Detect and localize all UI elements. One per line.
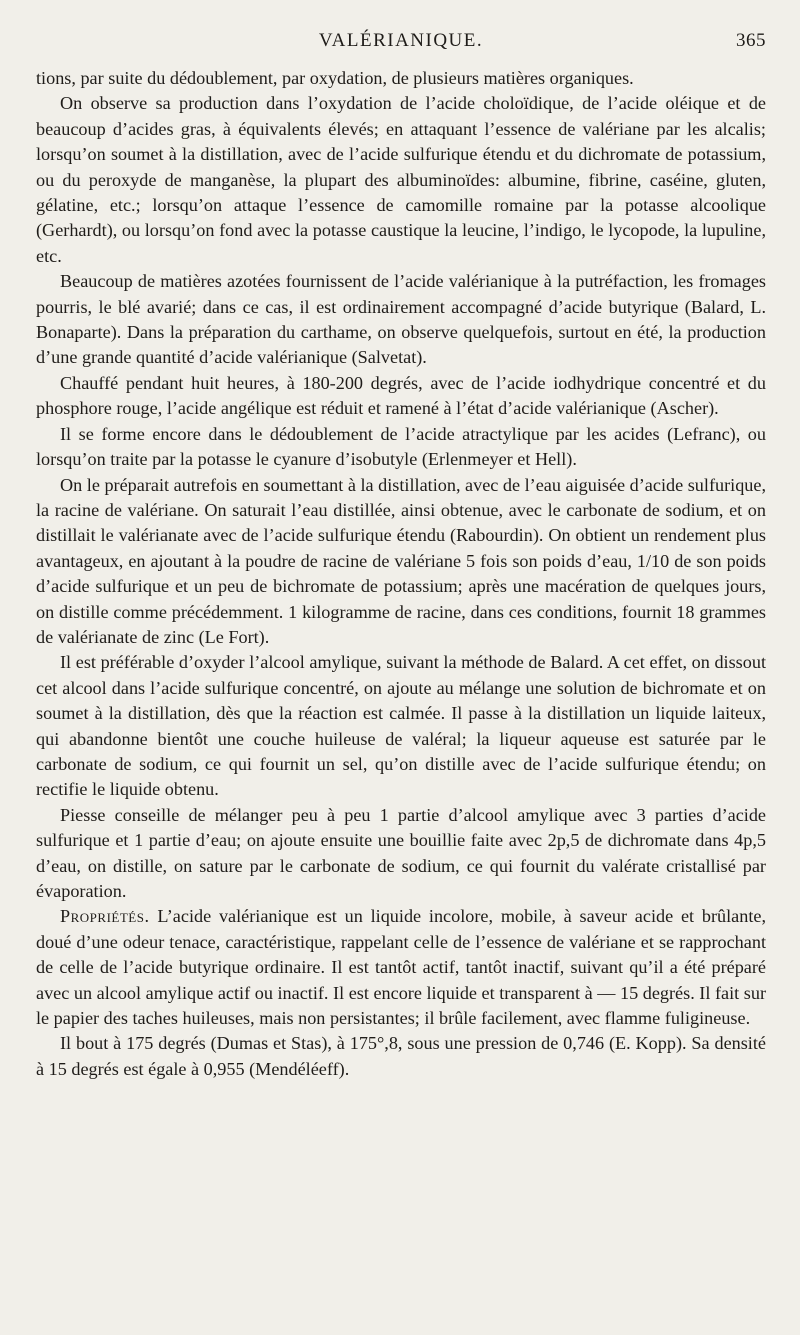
paragraph-text: On observe sa production dans l’oxydation de l’acide choloïdique, de l’acide oléique et de beaucoup d’acides gras, à équivalents élevés; en attaquant l’essence de valériane par les alcalis; lorsqu’on soumet à la distillation, avec de l’acide sulfurique étendu et du dichromate de potassium, ou du peroxyde de manganèse, la plupart des albuminoïdes: albumine, fibrine, caséine, gluten, gélatine, etc.; lorsqu’on attaque l’essence de camomille romaine par la potasse alcoolique (Gerhardt), ou lorsqu’on fond avec la potasse caustique la leucine, l’indigo, le lycopode, la lupuline, etc. bbox=[36, 93, 766, 266]
paragraph-text: Il est préférable d’oxyder l’alcool amylique, suivant la méthode de Balard. A cet effet, on dissout cet alcool dans l’acide sulfurique concentré, on ajoute au mélange une solution de bichromate et on soumet à la distillation, dès que la réaction est calmée. Il passe à la distillation un liquide laiteux, qui abandonne bientôt une couche huileuse de valéral; la liqueur aqueuse est saturée par le carbonate de sodium, ce qui fournit un sel, qu’on distille avec de l’acide sulfurique étendu; on rectifie le liquide obtenu. bbox=[36, 652, 766, 800]
paragraph-text: Il bout à 175 degrés (Dumas et Stas), à 175°,8, sous une pression de 0,746 (E. Kopp). Sa densité à 15 degrés est égale à 0,955 (Mendéléeff). bbox=[36, 1033, 766, 1079]
paragraph bbox=[36, 650, 766, 802]
body-text bbox=[36, 66, 766, 1082]
paragraph bbox=[36, 66, 766, 91]
paragraph-text: Piesse conseille de mélanger peu à peu 1 partie d’alcool amylique avec 3 parties d’acide sulfurique et 1 partie d’eau; on ajoute ensuite une bouillie faite avec 2p,5 de dichromate dans 4p,5 d’eau, on distille, on sature par le carbonate de sodium, ce qui fournit du valérate cristallisé par évaporation. bbox=[36, 804, 766, 901]
paragraph-text: On le préparait autrefois en soumettant à la distillation, avec de l’eau aiguisée d’acide sulfurique, la racine de valériane. On saturait l’eau distillée, ainsi obtenue, avec le carbonate de sodium, et on distillait le valérianate avec de l’acide sulfurique étendu (Rabourdin). On obtient un rendement plus avantageux, en ajoutant à la poudre de racine de valériane 5 fois son poids d’eau, 1/10 de son poids d’acide sulfurique et un peu de bichromate de potassium; après une macération de quelques jours, on distille comme précédemment. 1 kilogramme de racine, dans ces conditions, fournit 18 grammes de valérianate de zinc (Le Fort). bbox=[36, 474, 767, 647]
section-lead: Propriétés. bbox=[60, 906, 150, 927]
paragraph bbox=[36, 1031, 766, 1082]
running-head bbox=[36, 30, 766, 62]
paragraph-text: Chauffé pendant huit heures, à 180-200 degrés, avec de l’acide iodhydrique concentré et du phosphore rouge, l’acide angélique est réduit et ramené à l’état d’acide valérianique (Ascher). bbox=[36, 372, 766, 419]
paragraph bbox=[36, 91, 766, 269]
paragraph bbox=[36, 422, 766, 473]
page-number: 365 bbox=[736, 30, 766, 51]
paragraph bbox=[36, 904, 766, 1031]
paragraph-text: Il se forme encore dans le dédoublement de l’acide atractylique par les acides (Lefranc), ou lorsqu’on traite par la potasse le cyanure d’isobutyle (Erlenmeyer et Hell). bbox=[36, 423, 766, 470]
paragraph bbox=[36, 269, 766, 371]
paragraph-text: tions, par suite du dédoublement, par oxydation, de plusieurs matières organiques. bbox=[36, 68, 634, 88]
paragraph-text: L’acide valérianique est un liquide incolore, mobile, à saveur acide et brûlante, doué d’une odeur tenace, caractéristique, rappelant celle de l’essence de valériane et se rapprochant de celle de l’acide butyrique ordinaire. Il est tantôt actif, tantôt inactif, suivant qu’il a été préparé avec un alcool amylique actif ou inactif. Il est encore liquide et transparent à — 15 degrés. Il fait sur le papier des taches huileuses, mais non persistantes; il brûle facilement, avec flamme fuligineuse. bbox=[36, 906, 766, 1029]
paragraph bbox=[36, 371, 766, 422]
paragraph-text: Beaucoup de matières azotées fournissent de l’acide valérianique à la putréfaction, les fromages pourris, le blé avarié; dans ce cas, il est ordinairement accompagné d’acide butyrique (Balard, L. Bonaparte). Dans la préparation du carthame, on observe quelquefois, surtout en été, la production d’une grande quantité d’acide valérianique (Salvetat). bbox=[36, 271, 766, 368]
running-title: VALÉRIANIQUE. bbox=[318, 30, 484, 51]
paragraph bbox=[36, 803, 766, 905]
paragraph bbox=[36, 473, 766, 651]
